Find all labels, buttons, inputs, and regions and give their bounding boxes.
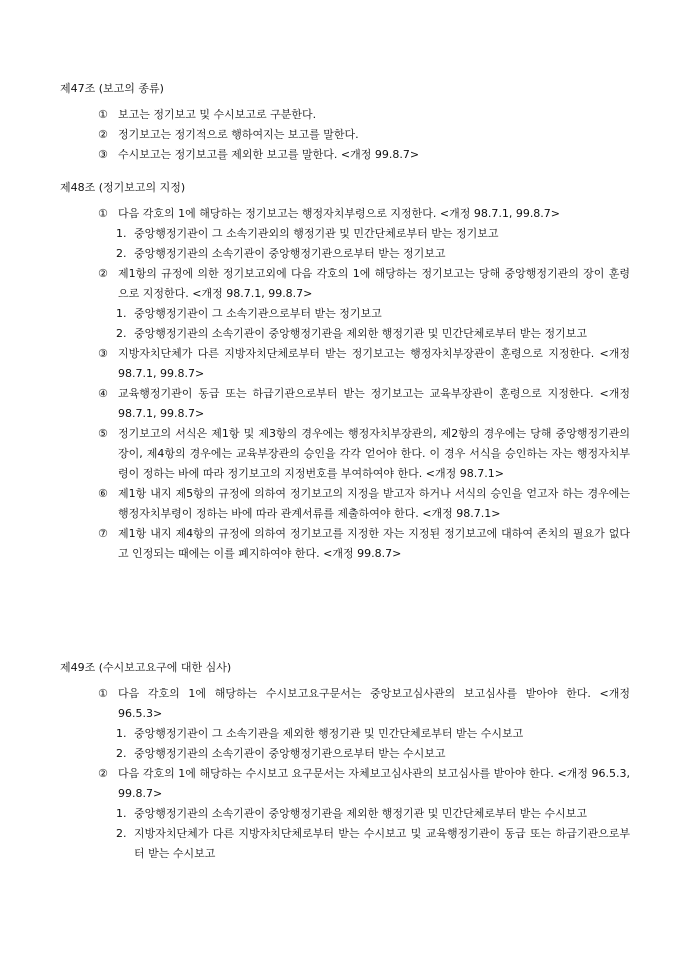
paragraph: [60, 344, 630, 384]
paragraph-number: ②: [98, 767, 108, 780]
paragraph-text: 교육행정기관이 동급 또는 하급기관으로부터 받는 정기보고는 교육부장관이 훈령으로 지정한다. <개정 98.7.1, 99.8.7>: [118, 387, 630, 420]
list-item: [60, 324, 630, 344]
list-item: [60, 724, 630, 744]
paragraph-number: ⑥: [98, 487, 108, 500]
item-number: 1.: [116, 727, 127, 740]
article-title: 제48조 (정기보고의 지정): [60, 181, 186, 194]
paragraph-number: ①: [98, 108, 108, 121]
article-49: [60, 658, 630, 864]
item-number: 1.: [116, 227, 127, 240]
article-body: [60, 684, 630, 864]
paragraph-text: 다음 각호의 1에 해당하는 정기보고는 행정자치부령으로 지정한다. <개정 98.7.1, 99.8.7>: [118, 207, 561, 220]
paragraph: [60, 684, 630, 724]
item-text: 중앙행정기관이 그 소속기관을 제외한 행정기관 및 민간단체로부터 받는 수시보고: [134, 727, 524, 740]
item-text: 지방자치단체가 다른 지방자치단체로부터 받는 수시보고 및 교육행정기관이 동급 또는 하급기관으로부터 받는 수시보고: [134, 827, 630, 860]
list-item: [60, 804, 630, 824]
paragraph-text: 다음 각호의 1에 해당하는 수시보고 요구문서는 자체보고심사관의 보고심사를 받아야 한다. <개정 96.5.3, 99.8.7>: [118, 767, 630, 800]
article-title: 제49조 (수시보고요구에 대한 심사): [60, 661, 232, 674]
paragraph: [60, 264, 630, 304]
paragraph-number: ③: [98, 347, 108, 360]
paragraph-text: 보고는 정기보고 및 수시보고로 구분한다.: [118, 108, 317, 121]
item-text: 중앙행정기관의 소속기관이 중앙행정기관을 제외한 행정기관 및 민간단체로부터 받는 정기보고: [134, 327, 588, 340]
item-number: 1.: [116, 807, 127, 820]
paragraph-number: ⑤: [98, 427, 108, 440]
paragraph-number: ①: [98, 687, 108, 700]
paragraph: [60, 105, 630, 125]
paragraph-number: ①: [98, 207, 108, 220]
paragraph: [60, 484, 630, 524]
paragraph-number: ⑦: [98, 527, 108, 540]
paragraph-text: 다음 각호의 1에 해당하는 수시보고요구문서는 중앙보고심사관의 보고심사를 받아야 한다. <개정 96.5.3>: [118, 687, 630, 720]
paragraph: [60, 384, 630, 424]
list-item: [60, 744, 630, 764]
list-item: [60, 824, 630, 864]
article-47: [60, 79, 630, 165]
paragraph: [60, 764, 630, 804]
article-body: [60, 105, 630, 165]
item-text: 중앙행정기관이 그 소속기관으로부터 받는 정기보고: [134, 307, 382, 320]
article-body: [60, 204, 630, 564]
paragraph-number: ②: [98, 267, 108, 280]
item-number: 2.: [116, 827, 127, 840]
paragraph: [60, 125, 630, 145]
paragraph: [60, 145, 630, 165]
article-48: [60, 178, 630, 564]
list-item: [60, 224, 630, 244]
paragraph-text: 지방자치단체가 다른 지방자치단체로부터 받는 정기보고는 행정자치부장관이 훈령으로 지정한다. <개정 98.7.1, 99.8.7>: [118, 347, 630, 380]
item-number: 2.: [116, 247, 127, 260]
item-text: 중앙행정기관의 소속기관이 중앙행정기관으로부터 받는 수시보고: [134, 747, 446, 760]
item-number: 2.: [116, 747, 127, 760]
paragraph-number: ②: [98, 128, 108, 141]
item-text: 중앙행정기관이 그 소속기관외의 행정기관 및 민간단체로부터 받는 정기보고: [134, 227, 499, 240]
paragraph-text: 제1항의 규정에 의한 정기보고외에 다음 각호의 1에 해당하는 정기보고는 당해 중앙행정기관의 장이 훈령으로 지정한다. <개정 98.7.1, 99.8.7>: [118, 267, 630, 300]
paragraph: [60, 424, 630, 484]
paragraph-text: 정기보고의 서식은 제1항 및 제3항의 경우에는 행정자치부장관의, 제2항의 경우에는 당해 중앙행정기관의 장이, 제4항의 경우에는 교육부장관의 승인을 각각 얻어야 한다. 이 경우 서식을 승인하는 자는 행정자치부령이 정하는 바에 따라 정기보고의 지정번호를 부여하여야 한다. <개정 98.7.1>: [118, 427, 630, 480]
list-item: [60, 304, 630, 324]
paragraph-text: 정기보고는 정기적으로 행하여지는 보고를 말한다.: [118, 128, 359, 141]
paragraph-number: ④: [98, 387, 108, 400]
paragraph-text: 수시보고는 정기보고를 제외한 보고를 말한다. <개정 99.8.7>: [118, 148, 420, 161]
item-number: 2.: [116, 327, 127, 340]
item-text: 중앙행정기관의 소속기관이 중앙행정기관으로부터 받는 정기보고: [134, 247, 446, 260]
item-number: 1.: [116, 307, 127, 320]
list-item: [60, 244, 630, 264]
paragraph: [60, 524, 630, 564]
article-title: 제47조 (보고의 종류): [60, 82, 164, 95]
item-text: 중앙행정기관의 소속기관이 중앙행정기관을 제외한 행정기관 및 민간단체로부터 받는 수시보고: [134, 807, 588, 820]
paragraph-text: 제1항 내지 제4항의 규정에 의하여 정기보고를 지정한 자는 지정된 정기보고에 대하여 존치의 필요가 없다고 인정되는 때에는 이를 폐지하여야 한다. <개정 99.8.7>: [118, 527, 630, 560]
paragraph-number: ③: [98, 148, 108, 161]
paragraph: [60, 204, 630, 224]
paragraph-text: 제1항 내지 제5항의 규정에 의하여 정기보고의 지정을 받고자 하거나 서식의 승인을 얻고자 하는 경우에는 행정자치부령이 정하는 바에 따라 관계서류를 제출하여야 한다. <개정 98.7.1>: [118, 487, 630, 520]
